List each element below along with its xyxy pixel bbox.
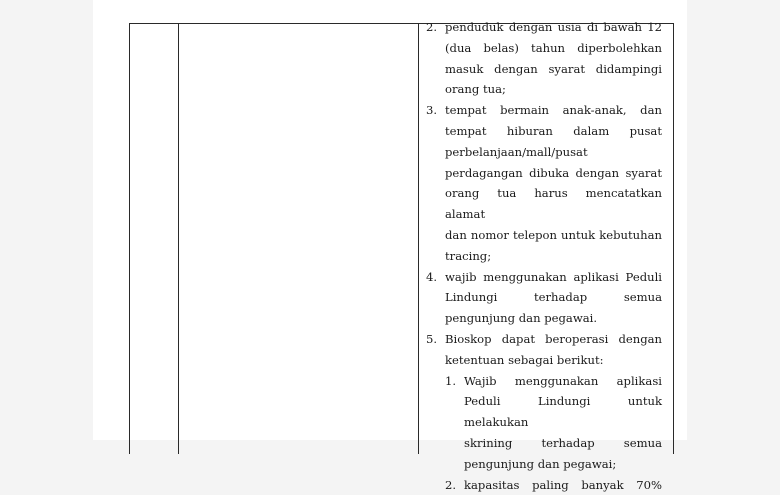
list-item bbox=[426, 267, 662, 329]
item-number: 5. bbox=[426, 331, 438, 346]
sub-item-line: kapasitas paling banyak 70% bbox=[464, 477, 662, 492]
item-number: 2. bbox=[426, 20, 438, 34]
sub-item-number: 2. bbox=[445, 477, 457, 492]
list-item bbox=[426, 329, 662, 371]
item-line: orang tua; bbox=[445, 82, 506, 97]
item-line: pengunjung dan pegawai. bbox=[445, 311, 598, 326]
item-line: wajib menggunakan aplikasi Peduli bbox=[445, 269, 662, 284]
item-line: masuk dengan syarat didampingi bbox=[445, 61, 662, 76]
sub-item-line: Wajib menggunakan aplikasi bbox=[464, 373, 662, 388]
item-line: ketentuan sebagai berikut: bbox=[445, 352, 604, 367]
item-line: tempat hiburan dalam pusat bbox=[445, 123, 662, 138]
sub-item-number: 1. bbox=[445, 373, 457, 388]
item-line: perdagangan dibuka dengan syarat bbox=[445, 165, 662, 180]
column-divider-2 bbox=[418, 24, 419, 454]
item-line: Bioskop dapat beroperasi dengan bbox=[445, 331, 662, 346]
item-number: 4. bbox=[426, 269, 438, 284]
column-divider-1 bbox=[178, 24, 179, 454]
list-item bbox=[426, 100, 662, 266]
list-item bbox=[426, 17, 662, 100]
item-line: tempat bermain anak-anak, dan bbox=[445, 103, 662, 118]
sub-list-item bbox=[426, 371, 662, 475]
item-line: Lindungi terhadap semua bbox=[445, 290, 662, 305]
sub-item-line: Peduli Lindungi untuk melakukan bbox=[464, 394, 662, 430]
sub-item-line: skrining terhadap semua bbox=[464, 435, 662, 450]
item-line: orang tua harus mencatatkan alamat bbox=[445, 186, 662, 222]
item-line: penduduk dengan usia di bawah 12 bbox=[445, 20, 662, 34]
item-line: tracing; bbox=[445, 248, 492, 263]
item-line: perbelanjaan/mall/pusat bbox=[445, 144, 588, 159]
item-number: 3. bbox=[426, 103, 438, 118]
item-line: dan nomor telepon untuk kebutuhan bbox=[445, 227, 662, 242]
sub-item-line: pengunjung dan pegawai; bbox=[464, 456, 617, 471]
provisions-list bbox=[426, 17, 662, 495]
item-line: (dua belas) tahun diperbolehkan bbox=[445, 40, 662, 55]
sub-list-item bbox=[426, 475, 662, 495]
